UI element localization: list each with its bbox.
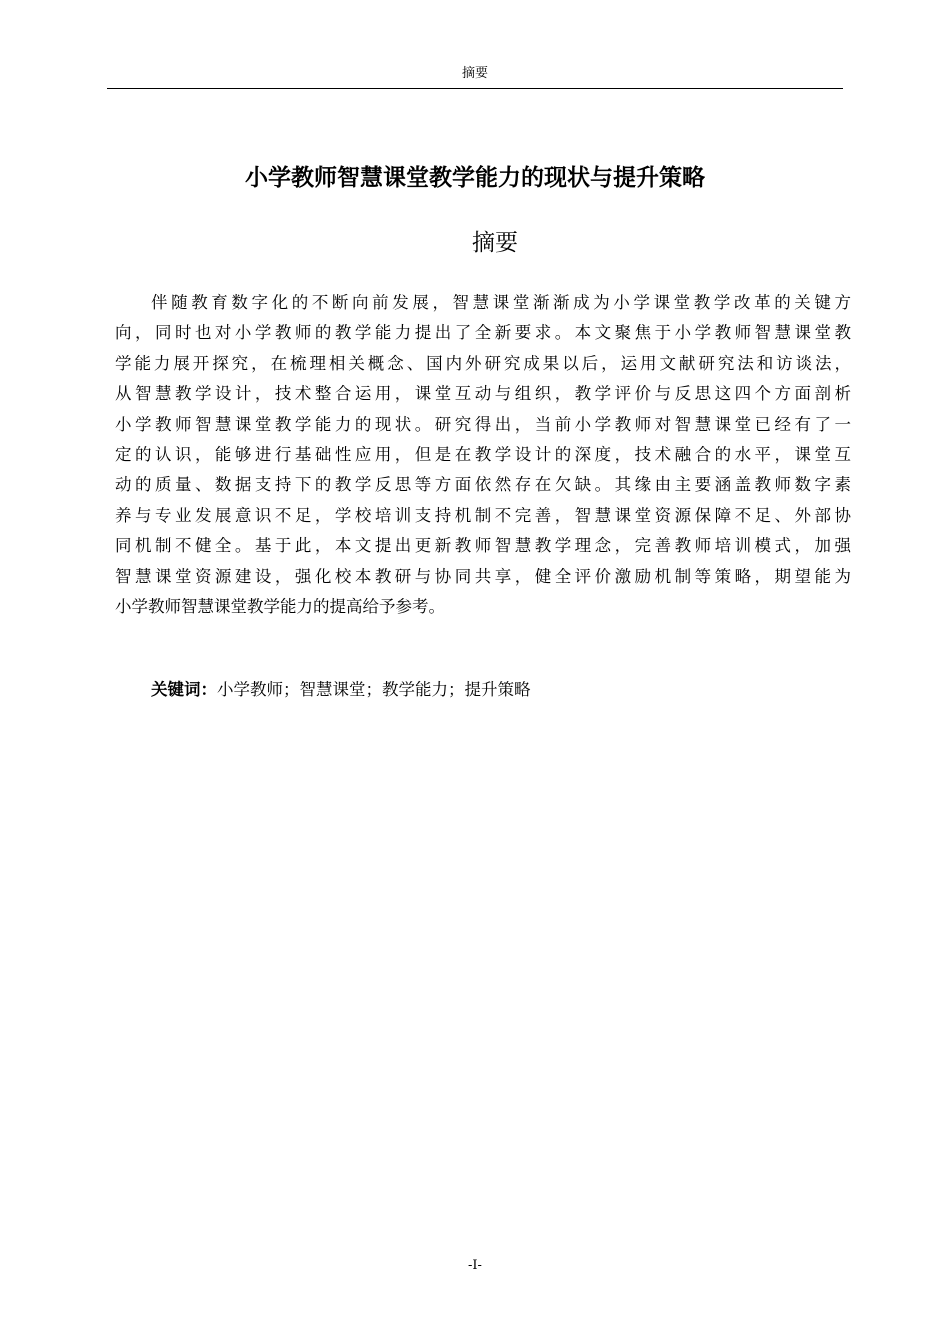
abstract-line: 学能力展开探究，在梳理相关概念、国内外研究成果以后，运用文献研究法和访谈法，	[115, 353, 851, 373]
keywords-text: 小学教师；智慧课堂；教学能力；提升策略	[217, 680, 531, 699]
abstract-line: 动的质量、数据支持下的教学反思等方面依然存在欠缺。其缘由主要涵盖教师数字素	[115, 475, 851, 495]
abstract-heading: 摘要	[472, 230, 518, 256]
running-header: 摘要	[461, 66, 488, 81]
abstract-line: 定的认识，能够进行基础性应用，但是在教学设计的深度，技术融合的水平，课堂互	[115, 444, 851, 464]
paper-title: 小学教师智慧课堂教学能力的现状与提升策略	[245, 165, 705, 191]
abstract-line: 养与专业发展意识不足，学校培训支持机制不完善，智慧课堂资源保障不足、外部协	[115, 505, 851, 525]
abstract-line: 小学教师智慧课堂教学能力的提高给予参考。	[115, 596, 445, 616]
abstract-line: 智慧课堂资源建设，强化校本教研与协同共享，健全评价激励机制等策略，期望能为	[115, 566, 851, 586]
abstract-body	[115, 288, 851, 622]
abstract-line: 伴随教育数字化的不断向前发展，智慧课堂渐渐成为小学课堂教学改革的关键方	[151, 293, 851, 312]
page-number: -I-	[468, 1258, 482, 1273]
abstract-line: 向，同时也对小学教师的教学能力提出了全新要求。本文聚焦于小学教师智慧课堂教	[115, 323, 851, 343]
abstract-line: 同机制不健全。基于此，本文提出更新教师智慧教学理念，完善教师培训模式，加强	[115, 536, 851, 556]
abstract-line: 从智慧教学设计，技术整合运用，课堂互动与组织，教学评价与反思这四个方面剖析	[115, 384, 851, 404]
keywords-label: 关键词：	[151, 680, 217, 699]
keywords	[151, 675, 851, 705]
abstract-line: 小学教师智慧课堂教学能力的现状。研究得出，当前小学教师对智慧课堂已经有了一	[115, 414, 851, 434]
header-rule	[107, 88, 843, 89]
